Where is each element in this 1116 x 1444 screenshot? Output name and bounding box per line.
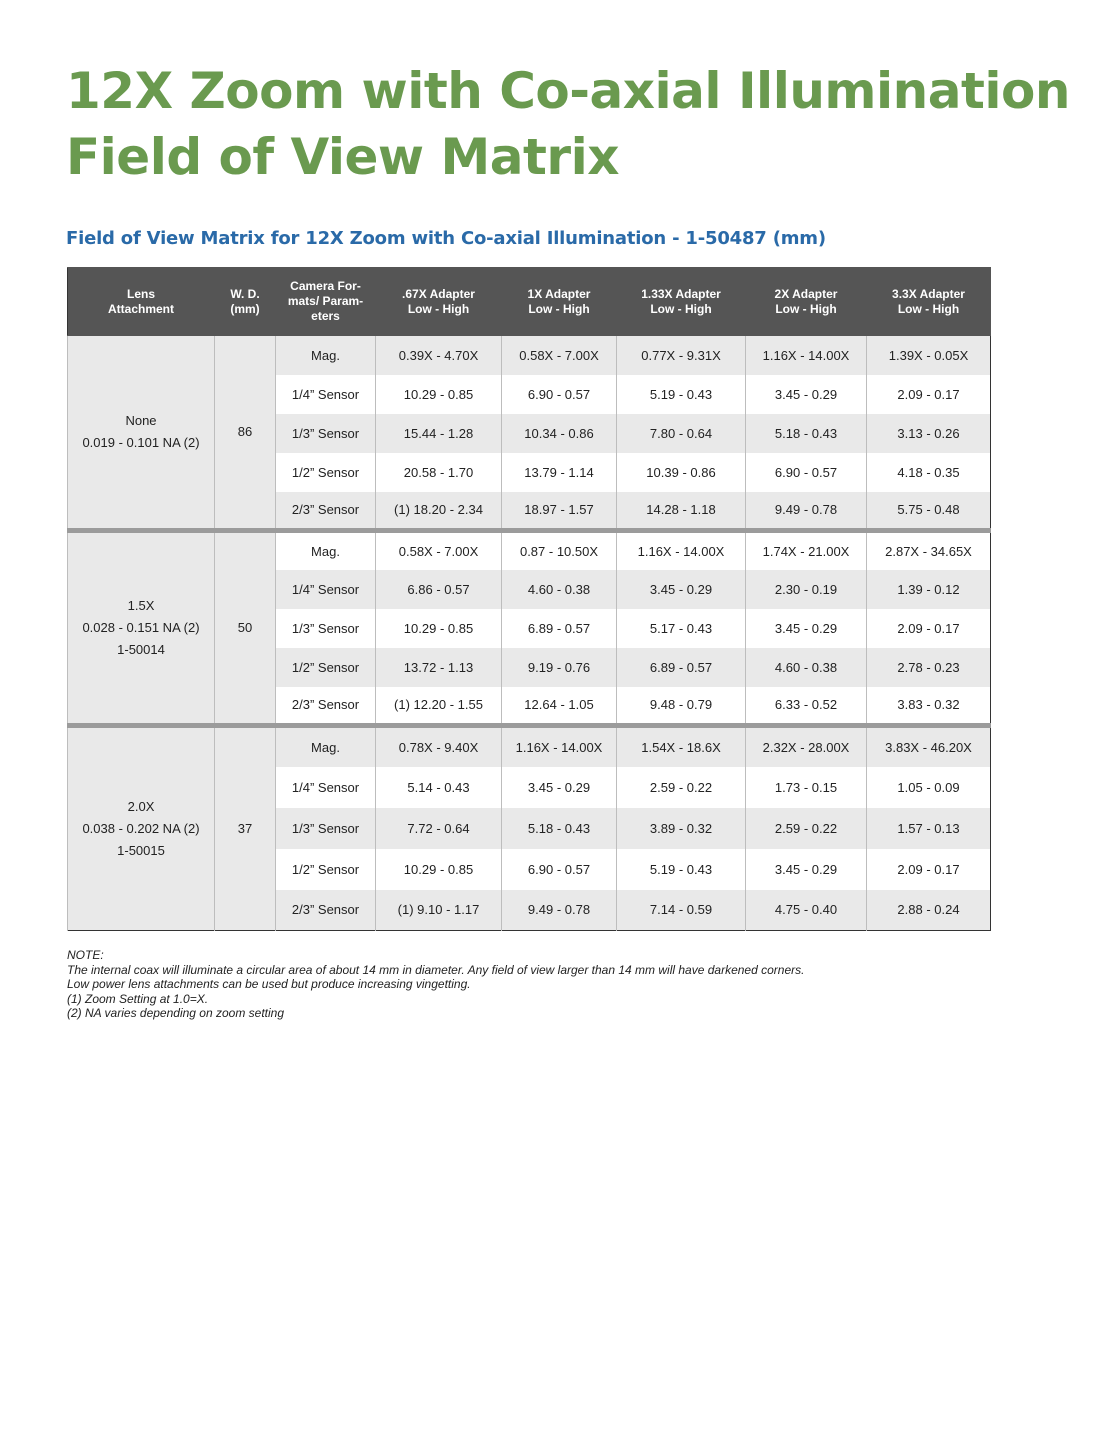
value-cell: 10.39 - 0.86 [617, 453, 746, 492]
value-cell: 5.19 - 0.43 [617, 849, 746, 890]
value-cell: 0.77X - 9.31X [617, 336, 746, 375]
value-cell: 9.48 - 0.79 [617, 687, 746, 726]
value-cell: 14.28 - 1.18 [617, 492, 746, 531]
value-cell: 1.54X - 18.6X [617, 726, 746, 767]
page-title [66, 58, 1070, 190]
value-cell: 3.13 - 0.26 [867, 414, 991, 453]
value-cell: 0.78X - 9.40X [376, 726, 502, 767]
header-text: Low - High [528, 301, 590, 316]
table-row [68, 336, 991, 375]
value-cell: 13.72 - 1.13 [376, 648, 502, 687]
header-text: 3.3X Adapter [892, 286, 965, 301]
value-cell: 4.60 - 0.38 [746, 648, 867, 687]
header-text: ​.67X Adapter [402, 286, 475, 301]
value-cell: 1.05 - 0.09 [867, 767, 991, 808]
value-cell: 7.14 - 0.59 [617, 890, 746, 931]
header-text: Attachment [107, 301, 174, 316]
lens-attachment-cell [68, 336, 215, 531]
param-cell: 1/2” Sensor [276, 648, 376, 687]
value-cell: 4.18 - 0.35 [867, 453, 991, 492]
value-cell: 6.89 - 0.57 [617, 648, 746, 687]
header-text: 2X Adapter [774, 286, 838, 301]
lens-text: 1-50015 [117, 843, 165, 858]
header-text: Low - High [407, 301, 470, 316]
header-text: Low - High [650, 301, 712, 316]
note-line: (1) Zoom Setting at 1.0=X. [67, 991, 209, 1006]
value-cell: 2.30 - 0.19 [746, 570, 867, 609]
value-cell: 5.18 - 0.43 [746, 414, 867, 453]
value-cell: 3.89 - 0.32 [617, 808, 746, 849]
value-cell: 2.09 - 0.17 [867, 375, 991, 414]
lens-text: 0.038 - 0.202 NA (2) [82, 821, 200, 836]
value-cell: 12.64 - 1.05 [502, 687, 617, 726]
table-row [68, 726, 991, 767]
header-adapter-1x [502, 268, 617, 336]
value-cell: 6.90 - 0.57 [502, 849, 617, 890]
table-header [68, 268, 991, 336]
field-of-view-table [67, 267, 991, 931]
param-cell: 2/3” Sensor [276, 890, 376, 931]
value-cell: 5.75 - 0.48 [867, 492, 991, 531]
header-text: Camera For- [290, 279, 361, 293]
lens-text: 0.028 - 0.151 NA (2) [82, 620, 200, 635]
lens-text: 1.5X [127, 598, 155, 613]
value-cell: 2.59 - 0.22 [746, 808, 867, 849]
working-distance-cell: 86 [215, 336, 276, 531]
value-cell: 0.87 - 10.50X [502, 531, 617, 570]
value-cell: 7.80 - 0.64 [617, 414, 746, 453]
notes-block [67, 948, 804, 1021]
value-cell: 2.09 - 0.17 [867, 849, 991, 890]
lens-text: None [125, 413, 157, 428]
header-row [68, 268, 991, 336]
value-cell: 5.19 - 0.43 [617, 375, 746, 414]
value-cell: 6.90 - 0.57 [502, 375, 617, 414]
value-cell: 2.32X - 28.00X [746, 726, 867, 767]
lens-attachment-cell [68, 726, 215, 931]
header-text: mats/ Param- [287, 294, 364, 308]
lens-group-2-0x [68, 726, 991, 931]
param-cell: 2/3” Sensor [276, 492, 376, 531]
value-cell: 1.39X - 0.05X [867, 336, 991, 375]
header-adapter-2x [746, 268, 867, 336]
param-cell: 1/4” Sensor [276, 375, 376, 414]
value-cell: 7.72 - 0.64 [376, 808, 502, 849]
value-cell: 10.29 - 0.85 [376, 609, 502, 648]
value-cell: 9.19 - 0.76 [502, 648, 617, 687]
param-cell: 2/3” Sensor [276, 687, 376, 726]
value-cell: 5.17 - 0.43 [617, 609, 746, 648]
table-caption: Field of View Matrix for 12X Zoom with Co-axial Illumination - 1-50487 (mm) [66, 228, 826, 249]
value-cell: 0.58X - 7.00X [376, 531, 502, 570]
value-cell: 2.87X - 34.65X [867, 531, 991, 570]
header-adapter-33x [867, 268, 991, 336]
value-cell: 6.86 - 0.57 [376, 570, 502, 609]
param-cell: Mag. [276, 531, 376, 570]
value-cell: 10.34 - 0.86 [502, 414, 617, 453]
lens-attachment-cell [68, 531, 215, 726]
value-cell: 4.60 - 0.38 [502, 570, 617, 609]
value-cell: 3.45 - 0.29 [746, 609, 867, 648]
value-cell: 3.45 - 0.29 [617, 570, 746, 609]
lens-text: 1-50014 [117, 642, 165, 657]
lens-group-1-5x [68, 531, 991, 726]
value-cell: 0.39X - 4.70X [376, 336, 502, 375]
value-cell: 0.58X - 7.00X [502, 336, 617, 375]
header-text: eters [311, 309, 340, 323]
note-line: Low power lens attachments can be used but produce increasing vingetting. [67, 977, 471, 991]
value-cell: 9.49 - 0.78 [746, 492, 867, 531]
value-cell: 1.73 - 0.15 [746, 767, 867, 808]
working-distance-cell: 37 [215, 726, 276, 931]
value-cell: 6.89 - 0.57 [502, 609, 617, 648]
value-cell: 6.90 - 0.57 [746, 453, 867, 492]
value-cell: 3.83 - 0.32 [867, 687, 991, 726]
value-cell: 15.44 - 1.28 [376, 414, 502, 453]
header-text: (mm) [230, 301, 260, 316]
value-cell: 2.78 - 0.23 [867, 648, 991, 687]
value-cell: 18.97 - 1.57 [502, 492, 617, 531]
table-row [68, 531, 991, 570]
value-cell: 3.45 - 0.29 [502, 767, 617, 808]
value-cell: (1) 12.20 - 1.55 [376, 687, 502, 726]
value-cell: 1.16X - 14.00X [617, 531, 746, 570]
header-text: Lens [126, 286, 155, 301]
value-cell: 4.75 - 0.40 [746, 890, 867, 931]
page-title-line-1: 12X Zoom with Co-axial Illumination [66, 62, 1070, 120]
value-cell: (1) 18.20 - 2.34 [376, 492, 502, 531]
value-cell: 13.79 - 1.14 [502, 453, 617, 492]
header-camera-formats [276, 268, 376, 336]
header-text: W. D. [230, 286, 260, 301]
note-line: (2) NA varies depending on zoom setting [67, 1006, 285, 1020]
value-cell: 5.14 - 0.43 [376, 767, 502, 808]
value-cell: 5.18 - 0.43 [502, 808, 617, 849]
param-cell: 1/4” Sensor [276, 570, 376, 609]
value-cell: 1.16X - 14.00X [502, 726, 617, 767]
header-text: 1.33X Adapter [641, 286, 721, 301]
value-cell: 2.88 - 0.24 [867, 890, 991, 931]
lens-group-none [68, 336, 991, 531]
value-cell: (1) 9.10 - 1.17 [376, 890, 502, 931]
value-cell: 2.59 - 0.22 [617, 767, 746, 808]
value-cell: 10.29 - 0.85 [376, 849, 502, 890]
working-distance-cell: 50 [215, 531, 276, 726]
value-cell: 2.09 - 0.17 [867, 609, 991, 648]
param-cell: 1/3” Sensor [276, 609, 376, 648]
header-adapter-133x [617, 268, 746, 336]
param-cell: Mag. [276, 726, 376, 767]
note-line: NOTE: [67, 948, 104, 962]
lens-text: 2.0X [127, 799, 155, 814]
value-cell: 10.29 - 0.85 [376, 375, 502, 414]
value-cell: 1.74X - 21.00X [746, 531, 867, 570]
header-lens-attachment [68, 268, 215, 336]
param-cell: 1/2” Sensor [276, 849, 376, 890]
param-cell: 1/3” Sensor [276, 414, 376, 453]
header-text: Low - High [897, 301, 960, 316]
note-line: The internal coax will illuminate a circular area of about 14 mm in diameter. Any field of view larger than 14 mm will have darkened corners. [67, 962, 805, 977]
header-adapter-067x [376, 268, 502, 336]
value-cell: 3.45 - 0.29 [746, 375, 867, 414]
value-cell: 1.57 - 0.13 [867, 808, 991, 849]
param-cell: 1/2” Sensor [276, 453, 376, 492]
param-cell: 1/4” Sensor [276, 767, 376, 808]
header-text: 1X Adapter [527, 286, 591, 301]
value-cell: 3.45 - 0.29 [746, 849, 867, 890]
header-working-distance [215, 268, 276, 336]
value-cell: 3.83X - 46.20X [867, 726, 991, 767]
lens-text: 0.019 - 0.101 NA (2) [82, 435, 200, 450]
value-cell: 1.39 - 0.12 [867, 570, 991, 609]
param-cell: 1/3” Sensor [276, 808, 376, 849]
value-cell: 1.16X - 14.00X [746, 336, 867, 375]
header-text: Low - High [775, 301, 837, 316]
value-cell: 20.58 - 1.70 [376, 453, 502, 492]
param-cell: Mag. [276, 336, 376, 375]
page-title-line-2: Field of View Matrix [66, 128, 619, 186]
value-cell: 6.33 - 0.52 [746, 687, 867, 726]
value-cell: 9.49 - 0.78 [502, 890, 617, 931]
